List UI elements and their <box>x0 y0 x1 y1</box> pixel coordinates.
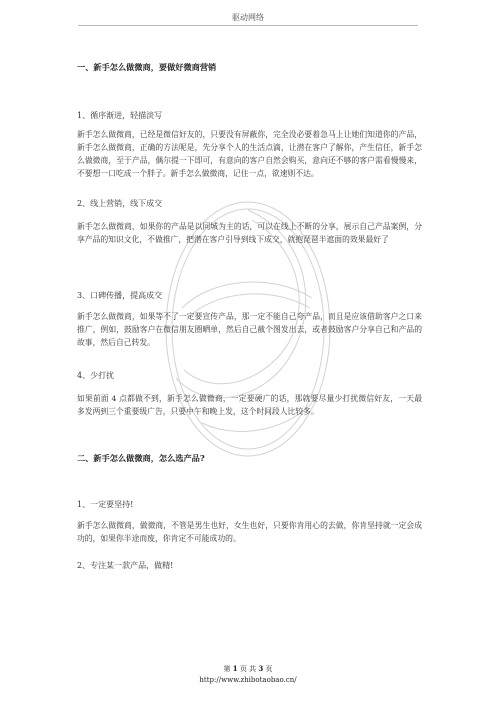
section-2-heading: 二、新手怎么做微商，怎么选产品? <box>77 453 205 463</box>
page-footer <box>0 664 496 674</box>
section-1-item-2-subheading: 2、线上营销，线下成交 <box>77 199 163 208</box>
footer-total-pages: 3 <box>258 664 264 673</box>
section-1-heading: 一、新手怎么做微商，要做好微商营销 <box>77 62 217 72</box>
header-rule <box>78 25 418 26</box>
footer-middle: 页 共 <box>239 665 257 673</box>
section-1-item-4-subheading: 4、少打扰 <box>77 371 115 380</box>
section-1-item-4-paragraph: 如果前面 4 点都做不到，新手怎么做微商，一定要硬广的话，那就要尽量少打扰微信好友，一天最多发两到三个重要级广告，只要中午和晚上发，这个时间段人比较多。 <box>77 394 422 416</box>
footer-prefix: 第 <box>223 665 231 673</box>
section-1-item-1-subheading: 1、循序渐进，轻描淡写 <box>77 111 163 120</box>
footer-url: http://www.zhibotaobao.cn/ <box>199 676 297 684</box>
section-2-item-1-paragraph: 新手怎么做微商，做微商，不管是男生也好，女生也好，只要你肯用心的去做，你肯坚持就一定会成功的，如果你半途而废，你肯定不可能成功的。 <box>77 521 422 543</box>
page-header: 驱动网络 <box>232 13 264 22</box>
section-1-item-3-subheading: 3、口碑传播，提高成交 <box>77 291 163 300</box>
footer-suffix: 页 <box>265 665 273 673</box>
section-2-item-2-subheading: 2、专注某一款产品，做精! <box>77 561 174 570</box>
section-2-item-1-subheading: 1、一定要坚持! <box>77 500 134 509</box>
section-1-item-3-paragraph: 新手怎么做微商，如果等不了一定要宣传产品，那一定不能自己夸产品，而且是应该借助客户之口来推广，例如，鼓励客户在微信朋友圈晒单，然后自己截个图发出去，或者鼓励客户分享自己和产品的故事，然后自己转发。 <box>77 312 422 347</box>
section-1-item-2-paragraph: 新手怎么做微商，如果你的产品是以同城为主的话，可以在线上不断的分享，展示自己产品案例，分享产品的知识文化，不做推广，把潜在客户引导到线下成交，就抱琵琶半遮面的效果最好了 <box>77 222 422 244</box>
footer-page-number: 1 <box>232 664 238 673</box>
section-1-item-1-paragraph: 新手怎么做微商，已经是微信好友的，只要没有屏蔽你，完全没必要着急马上让她们知道你的产品，新手怎么做微商，正确的方法呢是，先分享个人的生活点滴，让潜在客户了解你，产生信任，新手怎么做微商，至于产品，偶尔提一下即可，有意向的客户自然会购买，意向还不够的客户需看慢慢来，不要想一口吃成一个胖子。新手怎么做微商，记住一点，欲速则不达。 <box>77 130 422 178</box>
